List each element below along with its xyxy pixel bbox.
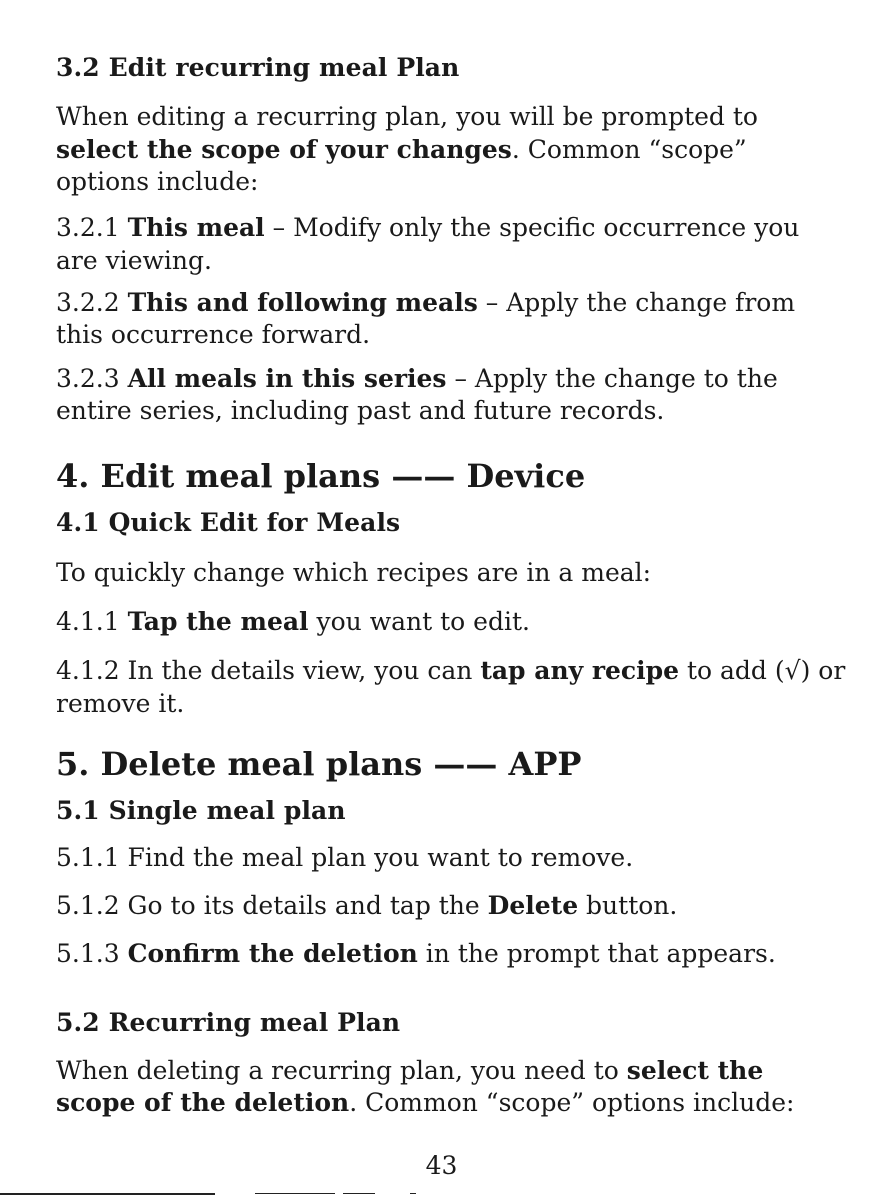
footer-rule — [343, 1193, 375, 1194]
section-heading-5-2: 5.2 Recurring meal Plan — [56, 1008, 401, 1037]
section-heading-3-2: 3.2 Edit recurring meal Plan — [56, 53, 460, 82]
list-item-3-2-3: 3.2.3 All meals in this series – Apply the change to the — [56, 364, 778, 393]
list-item-3-2-2: 3.2.2 This and following meals – Apply the change from — [56, 288, 796, 317]
footer-rule — [255, 1193, 335, 1194]
footer-rule — [410, 1193, 416, 1194]
paragraph-line: scope of the deletion. Common “scope” options include: — [56, 1088, 795, 1117]
section-heading-4-1: 4.1 Quick Edit for Meals — [56, 508, 401, 537]
paragraph-line: When deleting a recurring plan, you need to select the — [56, 1056, 764, 1085]
list-item-3-2-1: 3.2.1 This meal – Modify only the specific occurrence you — [56, 213, 800, 242]
paragraph-line: select the scope of your changes. Common “scope” — [56, 135, 747, 164]
paragraph-line: When editing a recurring plan, you will be prompted to — [56, 102, 758, 131]
list-item-4-1-2-cont: remove it. — [56, 689, 185, 718]
list-item-4-1-2: 4.1.2 In the details view, you can tap any recipe to add (√) or — [56, 656, 846, 685]
list-item-5-1-3: 5.1.3 Confirm the deletion in the prompt that appears. — [56, 939, 776, 968]
section-heading-5: 5. Delete meal plans —— APP — [56, 745, 582, 783]
list-item-3-2-3-cont: entire series, including past and future records. — [56, 396, 665, 425]
list-item-5-1-1: 5.1.1 Find the meal plan you want to remove. — [56, 843, 634, 872]
section-heading-5-1: 5.1 Single meal plan — [56, 796, 346, 825]
section-heading-4: 4. Edit meal plans —— Device — [56, 457, 586, 495]
footer-rule — [0, 1193, 215, 1195]
list-item-4-1-1: 4.1.1 Tap the meal you want to edit. — [56, 607, 530, 636]
paragraph-line: options include: — [56, 167, 259, 196]
paragraph-line: To quickly change which recipes are in a meal: — [56, 558, 652, 587]
page-number: 43 — [425, 1151, 458, 1180]
list-item-3-2-2-cont: this occurrence forward. — [56, 320, 371, 349]
list-item-3-2-1-cont: are viewing. — [56, 246, 212, 275]
list-item-5-1-2: 5.1.2 Go to its details and tap the Delete button. — [56, 891, 678, 920]
